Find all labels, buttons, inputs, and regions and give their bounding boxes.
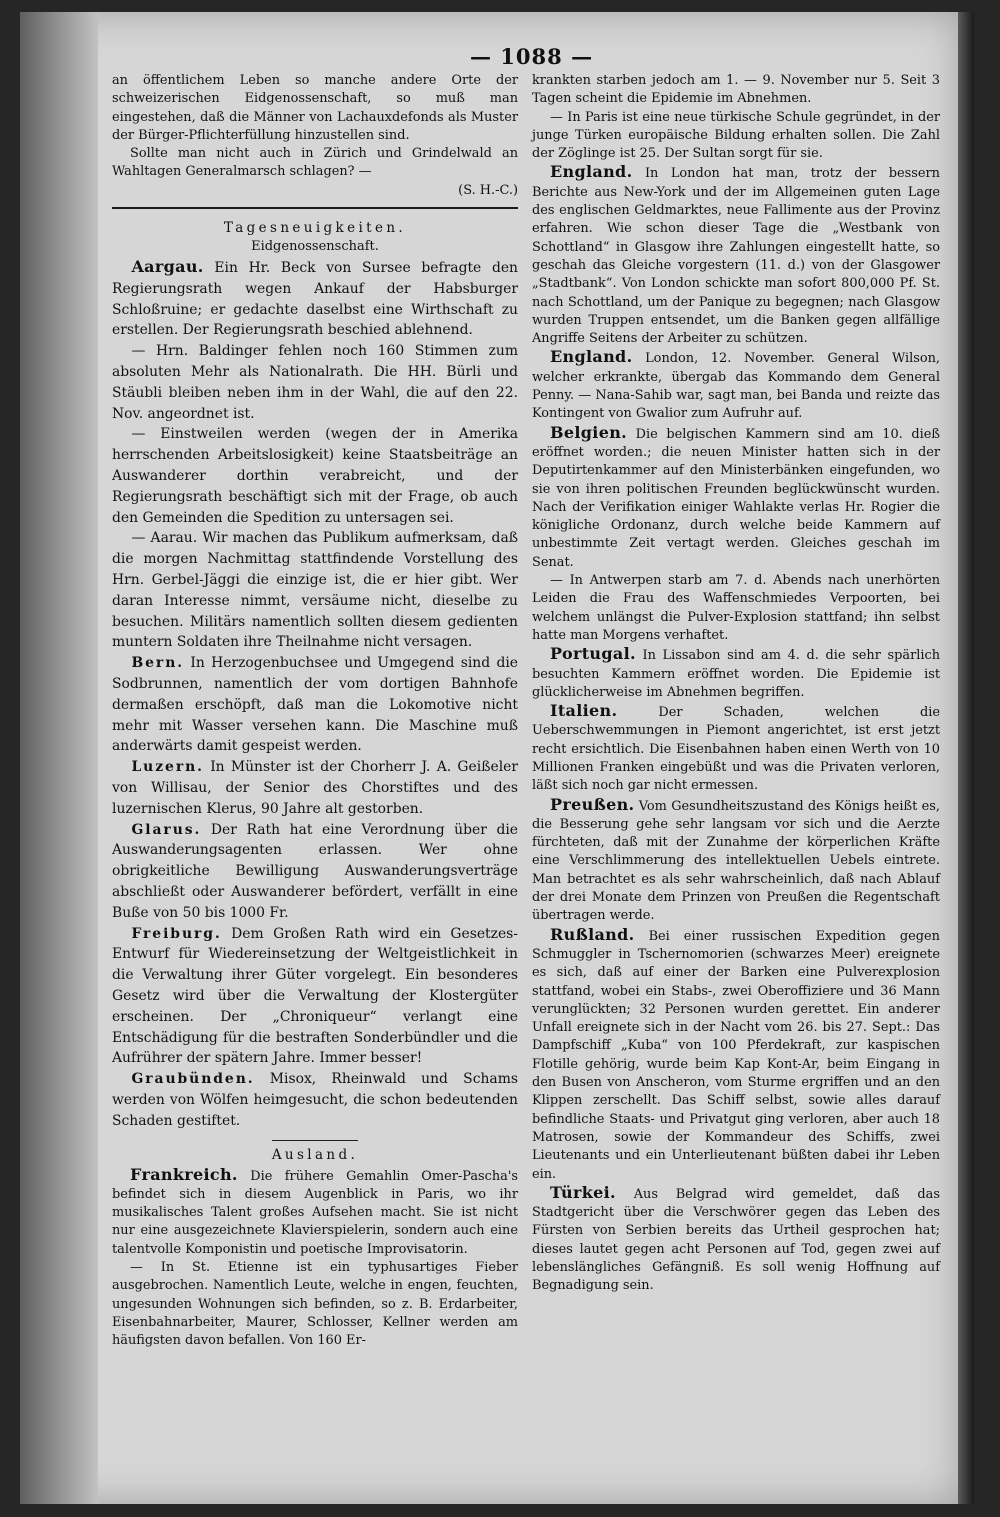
heading-belgien: Belgien.	[550, 422, 628, 442]
heading-bern: Bern.	[131, 655, 185, 672]
heading-tuerkei: Türkei.	[550, 1182, 616, 1202]
aargau-text-4: — Aarau. Wir machen das Publikum aufmerksam, daß die morgen Nachmittag stattfindende Vorstellung des Hrn. Gerbel-Jäggi die einzige ist, die er hier gibt. Wer daran Interesse nimmt, versäume nicht, dieselbe zu besuchen. Militärs namentlich sollten diesem gedienten muntern Soldaten ihre Theilnahme nicht versagen.	[112, 530, 518, 651]
heading-luzern: Luzern.	[131, 759, 204, 776]
closing-question: Sollte man nicht auch in Zürich und Grindelwald an Wahltagen Generalmarsch schlagen? —	[112, 146, 518, 180]
heading-aargau: Aargau.	[131, 257, 204, 277]
continuation-paragraph: krankten starben jedoch am 1. — 9. November nur 5. Seit 3 Tagen scheint die Epidemie im Abnehmen.	[532, 73, 940, 107]
italien-text: Der Schaden, welchen die Ueberschwemmungen in Piemont angerichtet, ist erst jetzt recht ersichtlich. Die Eisenbahnen haben einen Werth von 10 Millionen Franken eingebüßt und was die Privaten verloren, läßt sich noch gar nicht ermessen.	[532, 705, 940, 794]
aargau-text-1: Ein Hr. Beck von Sursee befragte den Regierungsrath wegen Ankauf der Habsburger Schloßruine; er gedachte daselbst eine Wirthschaft zu erstellen. Der Regierungsrath beschied ablehnend.	[112, 260, 518, 339]
article-england-2	[532, 348, 940, 423]
preussen-text: Vom Gesundheitszustand des Königs heißt es, die Besserung gehe sehr langsam vor sich und die Aerzte fürchteten, daß mit der Zunahme der körperlichen Kräfte eine Verschlimmerung des intellektuellen Uebels eintrete. Man betrachtet es als sehr wahrscheinlich, daß nach Ablauf der drei Monate dem Prinzen von Preußen die Regentschaft übertragen werde.	[532, 798, 940, 924]
heading-glarus: Glarus.	[131, 821, 202, 838]
article-bern	[112, 653, 518, 757]
closing-paragraph	[112, 145, 518, 200]
heading-russland: Rußland.	[550, 924, 635, 944]
belgien-text-1: Die belgischen Kammern sind am 10. dieß eröffnet worden.; die neuen Minister hatten sich in der Deputirtenkammer auf den Ministerbänken eingefunden, wo sie von ihren politischen Freunden beglückwünscht wurden. Nach der Verifikation einiger Wahlakte verlas Hr. Rogier die königliche Ordonanz, durch welche beide Kammern auf unbestimmte Zeit vertagt werden. Gleiches geschah im Senat.	[532, 426, 940, 570]
article-graubuenden	[112, 1069, 518, 1131]
heading-italien: Italien.	[550, 701, 618, 721]
intro-paragraph: an öffentlichem Leben so manche andere Orte der schweizerischen Eidgenossenschaft, so muß man eingestehen, daß die Männer von Lachauxdefonds als Muster der Bürger-Pflichterfüllung hinzustellen sind.	[112, 73, 518, 143]
article-aargau	[112, 257, 518, 341]
article-tuerkei	[532, 1184, 940, 1296]
ausland-divider	[272, 1140, 358, 1141]
article-england-1	[532, 163, 940, 348]
article-glarus	[112, 820, 518, 924]
freiburg-text: Dem Großen Rath wird ein Gesetzes-Entwurf für Wiedereinsetzung der Weltgeistlichkeit in die Verwaltung ihrer Güter vorgelegt. Ein besonderes Gesetz wird über die Verwaltung der Klostergüter erscheinen. Der „Chroniqueur“ verlangt eine Entschädigung für die bestraften Sonderbündler und die Aufrührer der spätern Jahre. Immer besser!	[112, 925, 518, 1067]
right-column	[532, 72, 940, 1296]
russland-text: Bei einer russischen Expedition gegen Schmuggler in Tschernomorien (schwarzes Meer) ereignete es sich, daß auf einer der Barken eine Pulverexplosion stattfand, wobei ein Stabs-, zwei Oberoffiziere und 36 Mann verunglückten; 32 Personen wurden gerettet. Ein anderer Unfall ereignete sich in der Nacht vom 26. bis 27. Sept.: Das Dampfschiff „Kuba“ von 100 Pferdekraft, zur kaspischen Flotille gehörig, wurde beim Kap Kont-Ar, beim Eingang in den Busen von Anscheron, vom Sturme ergriffen und an den Klippen zerschellt. Das Schiff selbst, sowie alles darauf befindliche Staats- und Privatgut ging verloren, aber auch 18 Matrosen, sowie der Kommandeur des Schiffs, zwei Lieutenants und ein Unterlieutenant büßten dabei ihr Leben ein.	[532, 928, 940, 1182]
article-preussen	[532, 796, 940, 926]
england-2-text: London, 12. November. General Wilson, welcher erkrankte, übergab das Kommando dem General Penny. — Nana-Sahib war, sagt man, bei Banda und reizte das Kontingent von Gwalior zum Aufruhr auf.	[532, 351, 940, 422]
portugal-text: In Lissabon sind am 4. d. die sehr spärlich besuchten Kammern eröffnet worden. Die Epidemie ist glücklicherweise im Abnehmen begriffen.	[532, 648, 940, 700]
heading-england-2: England.	[550, 347, 633, 367]
left-column	[112, 72, 518, 1351]
article-frankreich	[112, 1166, 518, 1259]
heading-frankreich: Frankreich.	[130, 1164, 238, 1184]
heading-preussen: Preußen.	[550, 794, 635, 814]
article-belgien	[532, 424, 940, 572]
article-freiburg	[112, 924, 518, 1070]
heading-england-1: England.	[550, 162, 633, 182]
paris-paragraph: — In Paris ist eine neue türkische Schule gegründet, in der junge Türken europäische Bildung erhalten sollen. Die Zahl der Zöglinge ist 25. Der Sultan sorgt für sie.	[532, 109, 940, 162]
section-title: Tagesneuigkeiten.	[223, 220, 407, 237]
frankreich-text-2: — In St. Etienne ist ein typhusartiges Fieber ausgebrochen. Namentlich Leute, welche in engen, feuchten, ungesunden Wohnungen sich befinden, so z. B. Erdarbeiter, Eisenbahnarbeiter, Maurer, Schlosser, Kellner werden am häufigsten davon befallen. Von 160 Er-	[112, 1260, 518, 1349]
article-russland	[532, 926, 940, 1184]
article-portugal	[532, 645, 940, 702]
ausland-title: Ausland.	[271, 1146, 359, 1163]
book-binding-shadow	[20, 12, 98, 1504]
heading-graubuenden: Graubünden.	[131, 1071, 255, 1088]
subsection-title: Eidgenossenschaft.	[251, 239, 379, 255]
heading-freiburg: Freiburg.	[131, 925, 222, 942]
heading-portugal: Portugal.	[550, 644, 636, 664]
england-1-text: In London hat man, trotz der bessern Berichte aus New-York und der im Allgemeinen guten Lage des englischen Geldmarktes, neue Fallimente aus der Provinz erfahren. Wie schon dieser Tage die „Westbank von Schottland“ in Glasgow ihre Zahlungen eingestellt hatte, so geschah das Gleiche vorgestern (11. d.) von der Glasgower „Stadtbank“. Von London schickte man sofort 800,000 Pf. St. nach Schottland, um der Panique zu begegnen; nach Glasgow wurden Truppen entsendet, um die Banken gegen allfällige Angriffe Seitens der Arbeiter zu schützen.	[532, 166, 940, 347]
glarus-text: Der Rath hat eine Verordnung über die Auswanderungsagenten erlassen. Wer ohne obrigkeitliche Bewilligung Auswanderungsverträge abschließt oder Auswanderer befördert, verfällt in eine Buße von 50 bis 1000 Fr.	[112, 821, 518, 921]
page-number: — 1088 —	[470, 44, 594, 69]
belgien-text-2: — In Antwerpen starb am 7. d. Abends nach unerhörten Leiden die Frau des Waffenschmiedes Verpoorten, bei welchem unlängst die Pulver-Explosion stattfand; ihn selbst hatte man Morgens verhaftet.	[532, 573, 940, 643]
luzern-text: In Münster ist der Chorherr J. A. Geißeler von Willisau, der Senior des Chorstiftes und des luzernischen Klerus, 90 Jahre alt gestorben.	[112, 759, 518, 817]
bern-text: In Herzogenbuchsee und Umgegend sind die Sodbrunnen, namentlich der vom dortigen Bahnhofe dermaßen erschöpft, daß man die Lokomotive nicht mehr mit Wasser versehen kann. Die Maschine muß anderwärts damit gespeist werden.	[112, 655, 519, 755]
page-edge	[958, 12, 974, 1504]
tuerkei-text: Aus Belgrad wird gemeldet, daß das Stadtgericht über die Verschwörer gegen das Leben des Fürsten von Serbien bereits das Urtheil gesprochen hat; dieses lautet gegen acht Personen auf Tod, gegen zwei auf lebenslängliches Gefängniß. Es soll wenig Hoffnung auf Begnadigung sein.	[532, 1186, 940, 1294]
aargau-text-2: — Hrn. Baldinger fehlen noch 160 Stimmen zum absoluten Mehr als Nationalrath. Die HH. Bürli und Stäubli bleiben neben ihm in der Wahl, die auf den 22. Nov. angeordnet ist.	[112, 343, 518, 422]
article-luzern	[112, 757, 518, 819]
article-italien	[532, 702, 940, 795]
graubuenden-text: Misox, Rheinwald und Schams werden von Wölfen heimgesucht, die schon bedeutenden Schaden gestiftet.	[112, 1071, 518, 1129]
signature: (S. H.-C.)	[458, 182, 518, 198]
frankreich-text-1: Die frühere Gemahlin Omer-Pascha's befindet sich in diesem Augenblick in Paris, wo ihr musikalisches Talent großes Aufsehen macht. Sie ist nicht nur eine ausgezeichnete Klavierspielerin, sondern auch eine talentvolle Komponistin und poetische Improvisatorin.	[112, 1168, 518, 1257]
section-divider	[112, 207, 518, 209]
aargau-text-3: — Einstweilen werden (wegen der in Amerika herrschenden Arbeitslosigkeit) keine Staatsbeiträge an Auswanderer dorthin verabreicht, und der Regierungsrath beschäftigt sich mit der Frage, ob auch den Gemeinden die Spedition zu untersagen sei.	[112, 426, 518, 526]
